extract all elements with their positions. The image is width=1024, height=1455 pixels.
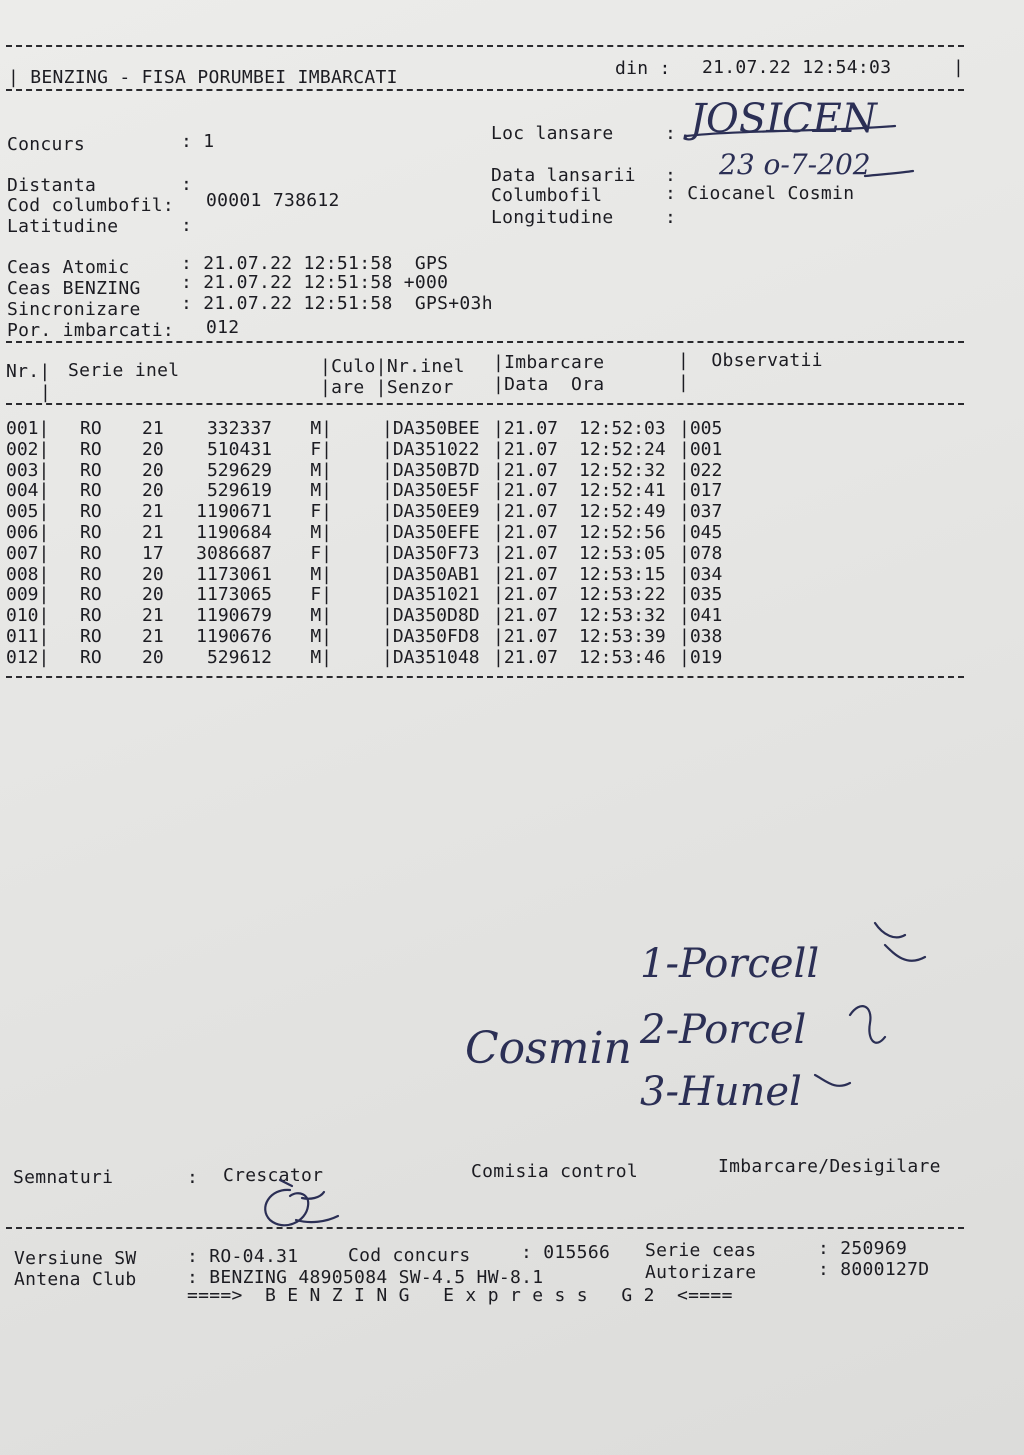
row-sex: M|: [310, 418, 332, 439]
longitudine-label: Longitudine: [491, 207, 614, 228]
table-row: [6, 460, 906, 481]
serie-ceas-label: Serie ceas: [645, 1240, 757, 1261]
svg-text:3-Hunel: 3-Hunel: [640, 1069, 802, 1115]
row-sex: M|: [310, 563, 332, 585]
row-sensor-ring: |DA351048: [382, 646, 480, 668]
svg-text:JOSICEN: JOSICEN: [690, 96, 877, 142]
row-date: |21.07: [493, 480, 559, 502]
date-label: din :: [615, 58, 671, 79]
table-header-divider: [6, 403, 964, 405]
cod-columbofil-label: Cod columbofil:: [7, 195, 175, 216]
col-header-culoare-nrinel: |Culo|Nr.inel: [320, 356, 465, 377]
row-nr: 003|: [6, 459, 50, 481]
row-date: |21.07: [493, 563, 559, 585]
row-nr: 001|: [6, 418, 50, 439]
data-lansarii-sep: :: [665, 165, 677, 186]
row-country: RO: [80, 584, 102, 606]
row-sensor-ring: |DA350AB1: [382, 563, 480, 585]
header-top-divider: [6, 45, 964, 47]
distanta-value: :: [181, 174, 193, 195]
handwritten-notes: [455, 905, 975, 1120]
row-ring-number: 529612: [206, 646, 272, 668]
row-observation: |045: [679, 522, 723, 543]
loc-lansare-label: Loc lansare: [491, 123, 614, 144]
autorizare-value: : 8000127D: [818, 1259, 930, 1280]
cod-columbofil-value: 00001 738612: [206, 190, 340, 211]
col-header-observatii-bar: |: [678, 372, 690, 393]
row-year: 21: [142, 501, 164, 523]
document-title: | BENZING - FISA PORUMBEI IMBARCATI: [8, 67, 398, 88]
imbarcare-desigilare-label: Imbarcare/Desigilare: [718, 1156, 941, 1177]
row-nr: 012|: [6, 646, 50, 668]
row-observation: |035: [679, 584, 723, 606]
row-ring-number: 3086687: [196, 542, 272, 564]
row-observation: |037: [679, 501, 723, 523]
row-date: |21.07: [493, 522, 559, 543]
svg-text:23 o-7-202: 23 o-7-202: [719, 148, 871, 181]
row-year: 20: [142, 459, 164, 481]
row-year: 20: [142, 563, 164, 585]
table-row: [6, 605, 906, 626]
row-nr: 005|: [6, 501, 50, 523]
row-sensor-ring: |DA350EFE: [382, 522, 480, 543]
row-country: RO: [80, 459, 102, 481]
ceas-atomic-value: : 21.07.22 12:51:58 GPS: [181, 253, 449, 274]
semnaturi-sep: :: [187, 1167, 199, 1188]
row-time: 12:52:41: [579, 480, 666, 502]
concurs-value: : 1: [181, 131, 215, 152]
row-year: 20: [142, 646, 164, 668]
serie-ceas-value: : 250969: [818, 1238, 908, 1259]
row-observation: |022: [679, 459, 723, 481]
row-sex: M|: [310, 480, 332, 502]
table-row: [6, 418, 906, 439]
col-header-serie-inel: Serie inel: [68, 360, 180, 381]
row-nr: 004|: [6, 480, 50, 502]
row-sensor-ring: |DA351022: [382, 438, 480, 460]
table-row: [6, 522, 906, 543]
svg-text:Cosmin: Cosmin: [465, 1023, 632, 1074]
distanta-label: Distanta: [7, 175, 97, 196]
row-country: RO: [80, 438, 102, 460]
header-end-bar: |: [953, 57, 965, 78]
row-time: 12:53:22: [579, 584, 666, 606]
row-time: 12:53:32: [579, 605, 666, 627]
latitudine-value: :: [181, 215, 193, 236]
table-row: [6, 647, 906, 668]
table-row: [6, 626, 906, 647]
semnaturi-label: Semnaturi: [13, 1167, 114, 1188]
row-ring-number: 1190676: [196, 626, 272, 647]
row-ring-number: 1173065: [196, 584, 272, 606]
table-row: [6, 543, 906, 564]
row-sensor-ring: |DA350F73: [382, 542, 480, 564]
row-date: |21.07: [493, 501, 559, 523]
row-time: 12:52:24: [579, 438, 666, 460]
row-nr: 002|: [6, 438, 50, 460]
row-sensor-ring: |DA350FD8: [382, 626, 480, 647]
row-nr: 011|: [6, 626, 50, 647]
row-nr: 007|: [6, 542, 50, 564]
cod-concurs-label: Cod concurs: [348, 1245, 471, 1266]
benzing-banner: ====> B E N Z I N G E x p r e s s G 2 <====: [187, 1285, 733, 1306]
row-nr: 008|: [6, 563, 50, 585]
sincronizare-label: Sincronizare: [7, 299, 141, 320]
row-year: 21: [142, 605, 164, 627]
concurs-label: Concurs: [7, 134, 85, 155]
ceas-benzing-label: Ceas BENZING: [7, 278, 141, 299]
row-sex: M|: [310, 626, 332, 647]
row-observation: |034: [679, 563, 723, 585]
row-year: 20: [142, 584, 164, 606]
row-sex: F|: [310, 501, 332, 523]
row-ring-number: 1190671: [196, 501, 272, 523]
row-country: RO: [80, 542, 102, 564]
row-observation: |005: [679, 418, 723, 439]
row-country: RO: [80, 626, 102, 647]
columbofil-value: : Ciocanel Cosmin: [665, 183, 855, 204]
row-time: 12:52:56: [579, 522, 666, 543]
ceas-atomic-label: Ceas Atomic: [7, 257, 130, 278]
row-ring-number: 332337: [206, 418, 272, 439]
row-nr: 006|: [6, 522, 50, 543]
row-time: 12:52:32: [579, 459, 666, 481]
row-country: RO: [80, 480, 102, 502]
row-date: |21.07: [493, 605, 559, 627]
row-observation: |019: [679, 646, 723, 668]
row-observation: |038: [679, 626, 723, 647]
autorizare-label: Autorizare: [645, 1262, 757, 1283]
row-ring-number: 529629: [206, 459, 272, 481]
row-sex: F|: [310, 438, 332, 460]
table-row: [6, 480, 906, 501]
row-ring-number: 529619: [206, 480, 272, 502]
row-sensor-ring: |DA351021: [382, 584, 480, 606]
row-country: RO: [80, 646, 102, 668]
table-row: [6, 501, 906, 522]
crescator-label: Crescator: [223, 1165, 324, 1186]
row-country: RO: [80, 605, 102, 627]
print-datetime: 21.07.22 12:54:03: [702, 57, 892, 78]
col-header-imbarcare: |Imbarcare: [493, 352, 605, 373]
table-row: [6, 564, 906, 585]
data-lansarii-handwriting: [715, 140, 925, 185]
table-row: [6, 584, 906, 605]
col-header-nr-bar: |: [40, 382, 52, 403]
row-time: 12:52:03: [579, 418, 666, 439]
row-sex: F|: [310, 584, 332, 606]
porumbei-imbarcati-label: Por. imbarcati:: [7, 320, 175, 341]
row-observation: |001: [679, 438, 723, 460]
row-sensor-ring: |DA350D8D: [382, 605, 480, 627]
row-country: RO: [80, 418, 102, 439]
row-country: RO: [80, 563, 102, 585]
row-year: 20: [142, 438, 164, 460]
row-sensor-ring: |DA350BEE: [382, 418, 480, 439]
row-nr: 010|: [6, 605, 50, 627]
svg-text:2-Porcel: 2-Porcel: [640, 1007, 807, 1053]
ceas-benzing-value: : 21.07.22 12:51:58 +000: [181, 272, 449, 293]
col-header-data-ora: |Data Ora: [493, 374, 605, 395]
latitudine-label: Latitudine: [7, 216, 119, 237]
row-observation: |041: [679, 605, 723, 627]
row-sex: M|: [310, 522, 332, 543]
row-sensor-ring: |DA350B7D: [382, 459, 480, 481]
svg-text:1-Porcell: 1-Porcell: [640, 941, 820, 987]
col-header-nr: Nr.|: [6, 361, 51, 382]
row-date: |21.07: [493, 626, 559, 647]
row-ring-number: 1190684: [196, 522, 272, 543]
data-lansarii-label: Data lansarii: [491, 165, 636, 186]
row-sex: M|: [310, 605, 332, 627]
antena-club-label: Antena Club: [14, 1269, 137, 1290]
row-year: 21: [142, 522, 164, 543]
row-year: 21: [142, 626, 164, 647]
loc-lansare-sep: :: [665, 123, 677, 144]
row-observation: |078: [679, 542, 723, 564]
row-time: 12:52:49: [579, 501, 666, 523]
row-sex: M|: [310, 646, 332, 668]
table-top-divider: [6, 341, 964, 343]
antena-club-value: : BENZING 48905084 SW-4.5 HW-8.1: [187, 1267, 544, 1288]
porumbei-imbarcati-value: 012: [206, 317, 240, 338]
row-year: 20: [142, 480, 164, 502]
row-ring-number: 510431: [206, 438, 272, 460]
row-date: |21.07: [493, 459, 559, 481]
table-row: [6, 439, 906, 460]
row-ring-number: 1173061: [196, 563, 272, 585]
sincronizare-value: : 21.07.22 12:51:58 GPS+03h: [181, 293, 493, 314]
row-year: 21: [142, 418, 164, 439]
versiune-sw-value: : RO-04.31: [187, 1246, 299, 1267]
table-bottom-divider: [6, 676, 964, 678]
row-date: |21.07: [493, 438, 559, 460]
row-time: 12:53:46: [579, 646, 666, 668]
row-year: 17: [142, 542, 164, 564]
loc-lansare-handwriting: [680, 86, 920, 146]
row-date: |21.07: [493, 418, 559, 439]
row-ring-number: 1190679: [196, 605, 272, 627]
row-time: 12:53:39: [579, 626, 666, 647]
row-date: |21.07: [493, 584, 559, 606]
longitudine-value: :: [665, 207, 677, 228]
row-sex: M|: [310, 459, 332, 481]
columbofil-label: Columbofil: [491, 185, 603, 206]
row-time: 12:53:05: [579, 542, 666, 564]
footer-divider: [6, 1227, 964, 1229]
row-time: 12:53:15: [579, 563, 666, 585]
row-date: |21.07: [493, 646, 559, 668]
row-country: RO: [80, 501, 102, 523]
versiune-sw-label: Versiune SW: [14, 1248, 137, 1269]
comisia-control-label: Comisia control: [471, 1161, 639, 1182]
row-country: RO: [80, 522, 102, 543]
row-sex: F|: [310, 542, 332, 564]
row-sensor-ring: |DA350E5F: [382, 480, 480, 502]
row-observation: |017: [679, 480, 723, 502]
row-date: |21.07: [493, 542, 559, 564]
row-sensor-ring: |DA350EE9: [382, 501, 480, 523]
row-nr: 009|: [6, 584, 50, 606]
col-header-observatii: | Observatii: [678, 350, 823, 371]
cod-concurs-value: : 015566: [521, 1242, 611, 1263]
col-header-culoare-senzor: |are |Senzor: [320, 377, 454, 398]
